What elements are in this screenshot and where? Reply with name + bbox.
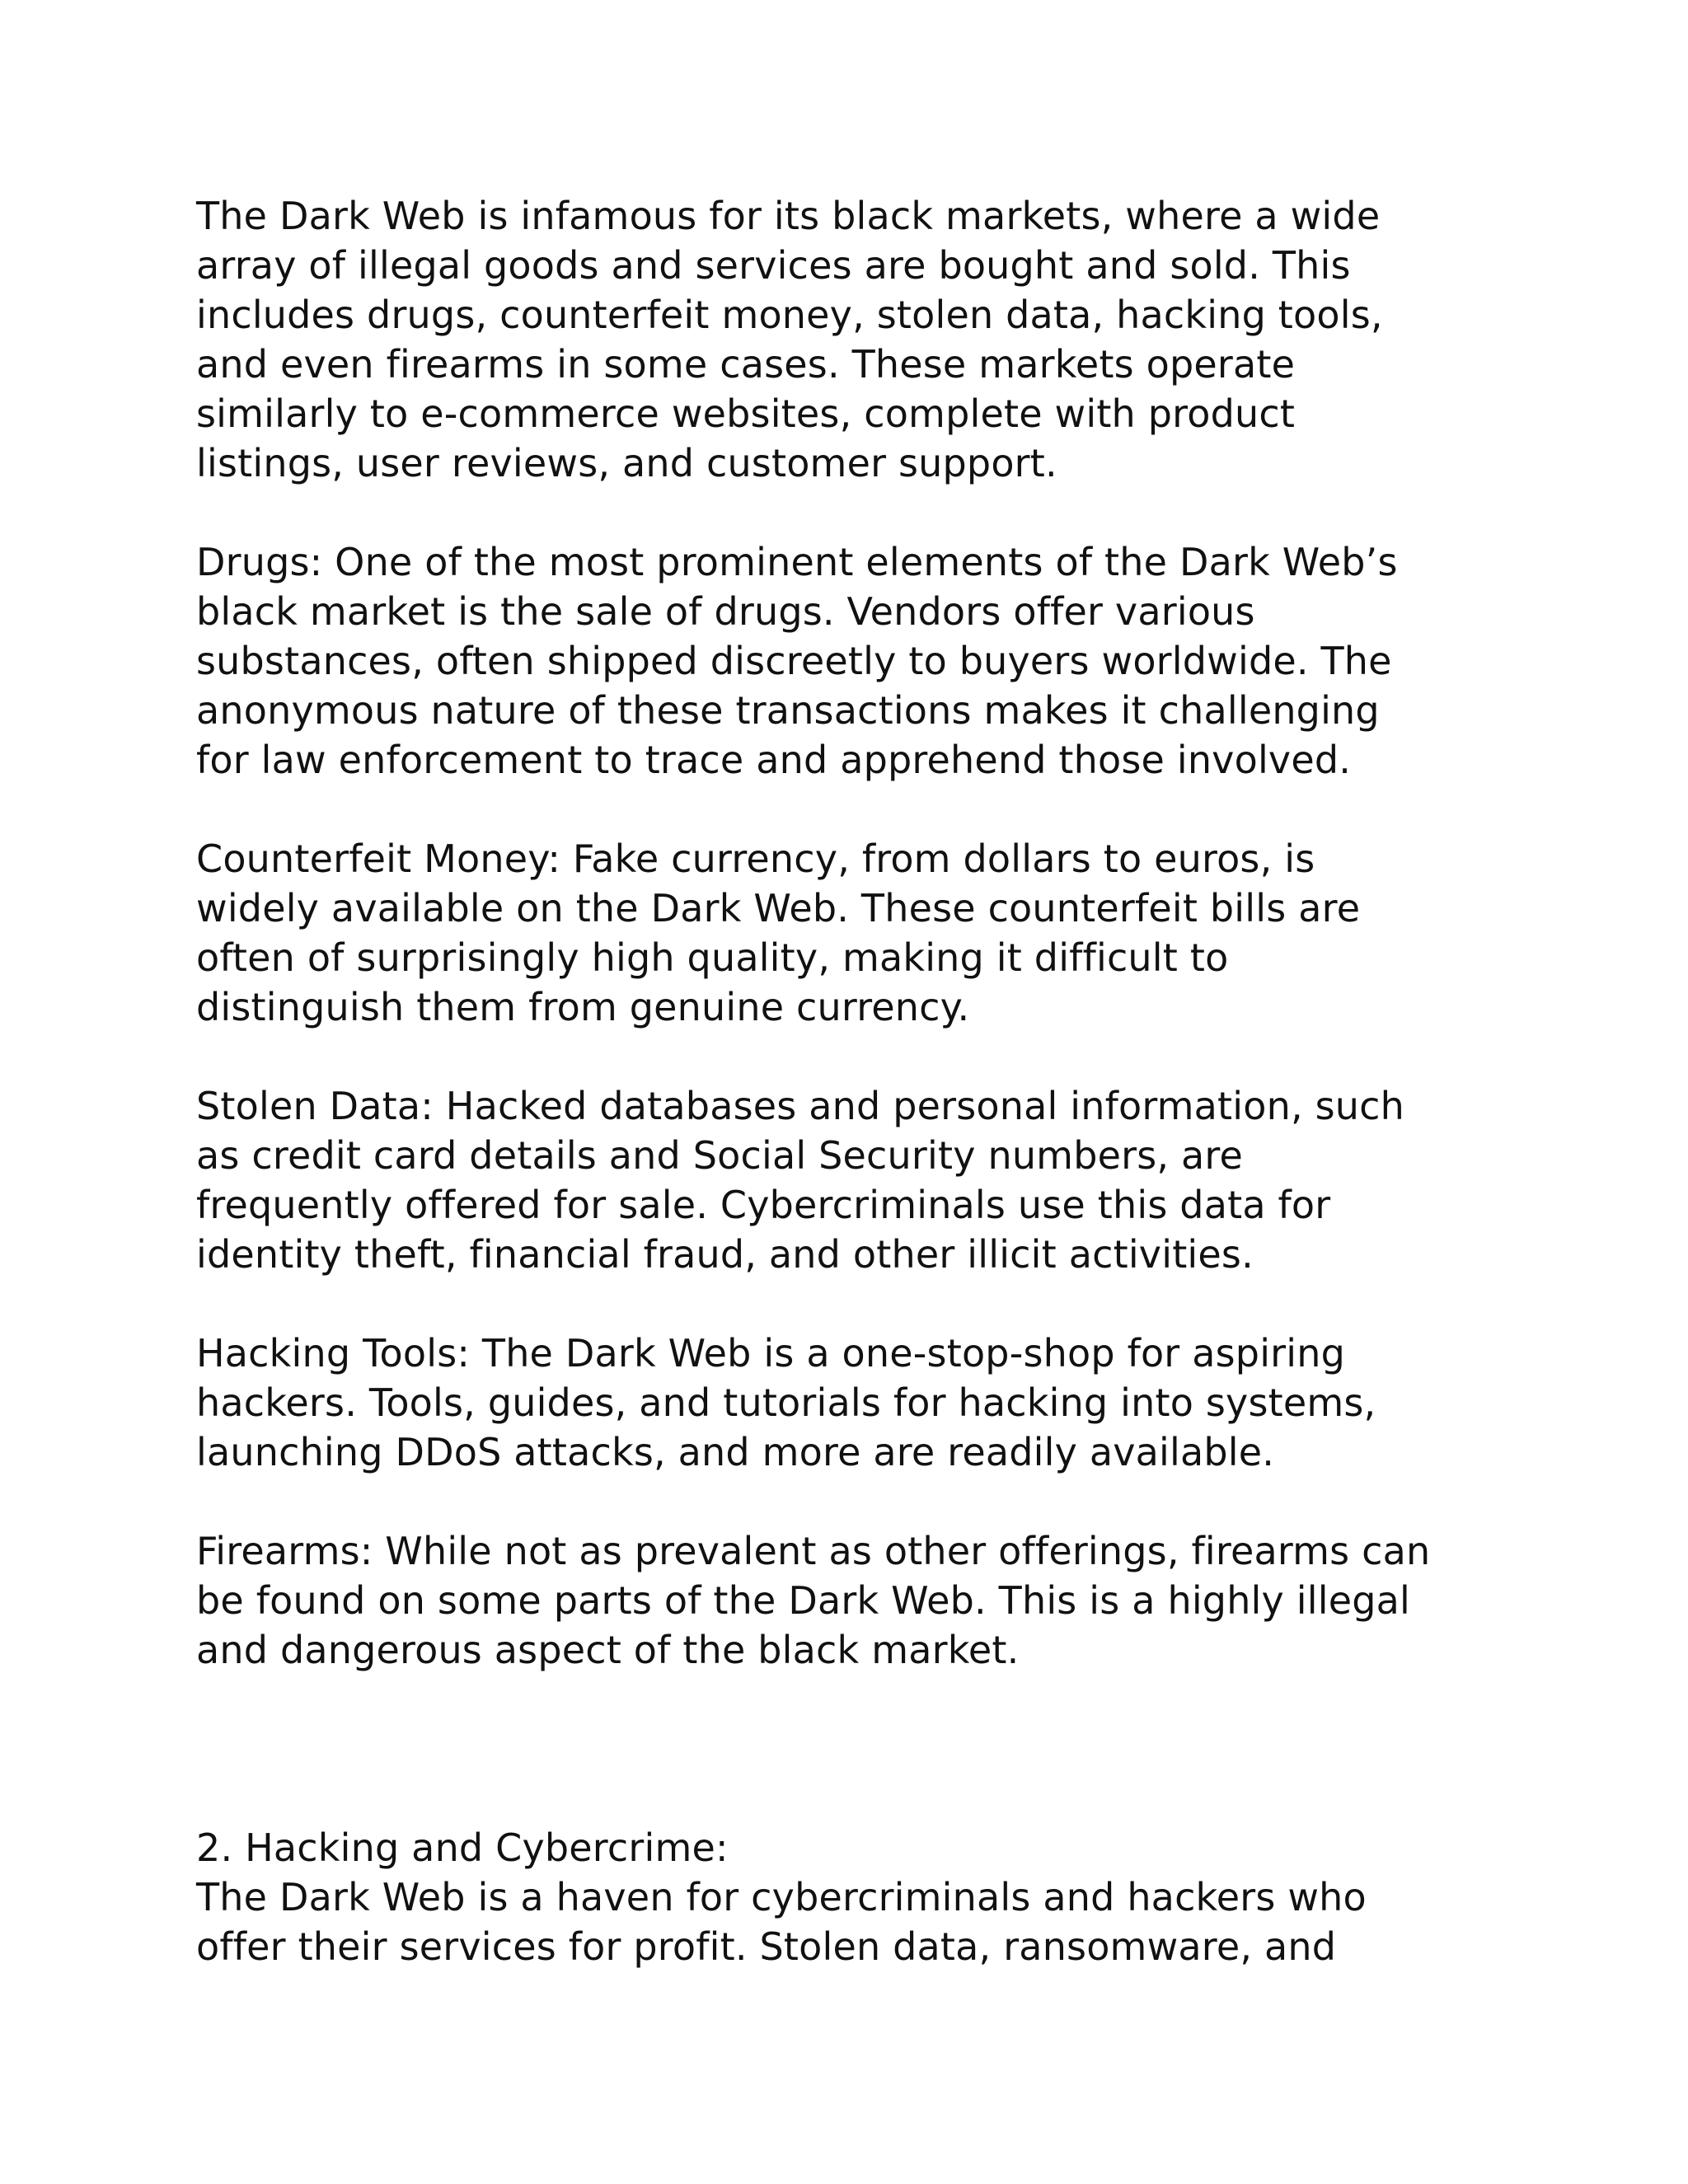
text-line: black market is the sale of drugs. Vendors offer various <box>196 589 1255 634</box>
text-line: array of illegal goods and services are bought and sold. This <box>196 243 1351 288</box>
text-line: offer their services for profit. Stolen data, ransomware, and <box>196 1924 1337 1969</box>
text-line: as credit card details and Social Security numbers, are <box>196 1133 1244 1178</box>
text-line: and dangerous aspect of the black market. <box>196 1628 1020 1672</box>
text-line: distinguish them from genuine currency. <box>196 985 970 1029</box>
document-body <box>196 191 1507 1971</box>
paragraph-hacking-cybercrime <box>196 1872 1507 1971</box>
text-line: widely available on the Dark Web. These counterfeit bills are <box>196 886 1361 930</box>
section-spacer <box>196 1675 1507 1823</box>
paragraph-counterfeit-money <box>196 834 1507 1032</box>
section-heading <box>196 1823 1507 1872</box>
text-line: Counterfeit Money: Fake currency, from dollars to euros, is <box>196 837 1315 881</box>
text-line: Drugs: One of the most prominent elements of the Dark Web’s <box>196 540 1398 584</box>
section-heading-text: 2. Hacking and Cybercrime: <box>196 1825 729 1870</box>
paragraph-drugs <box>196 537 1507 785</box>
text-line: Hacking Tools: The Dark Web is a one-stop-shop for aspiring <box>196 1331 1346 1376</box>
text-line: similarly to e-commerce websites, complete with product <box>196 391 1296 436</box>
paragraph-stolen-data <box>196 1081 1507 1279</box>
text-line: hackers. Tools, guides, and tutorials for hacking into systems, <box>196 1380 1376 1425</box>
text-line: The Dark Web is a haven for cybercriminals and hackers who <box>196 1875 1367 1919</box>
text-line: often of surprisingly high quality, making it difficult to <box>196 935 1229 980</box>
text-line: be found on some parts of the Dark Web. This is a highly illegal <box>196 1578 1410 1623</box>
text-line: Stolen Data: Hacked databases and personal information, such <box>196 1084 1404 1128</box>
text-line: launching DDoS attacks, and more are readily available. <box>196 1430 1275 1474</box>
text-line: includes drugs, counterfeit money, stolen data, hacking tools, <box>196 293 1383 337</box>
text-line: anonymous nature of these transactions makes it challenging <box>196 688 1380 733</box>
paragraph-black-markets <box>196 191 1507 488</box>
text-line: listings, user reviews, and customer support. <box>196 441 1057 485</box>
text-line: frequently offered for sale. Cybercriminals use this data for <box>196 1183 1331 1227</box>
paragraph-firearms <box>196 1526 1507 1675</box>
text-line: substances, often shipped discreetly to buyers worldwide. The <box>196 639 1392 683</box>
text-line: for law enforcement to trace and apprehend those involved. <box>196 738 1352 782</box>
text-line: The Dark Web is infamous for its black markets, where a wide <box>196 194 1381 238</box>
text-line: identity theft, financial fraud, and other illicit activities. <box>196 1232 1254 1277</box>
text-line: and even firearms in some cases. These markets operate <box>196 342 1296 387</box>
text-line: Firearms: While not as prevalent as other offerings, firearms can <box>196 1529 1431 1573</box>
paragraph-hacking-tools <box>196 1329 1507 1477</box>
